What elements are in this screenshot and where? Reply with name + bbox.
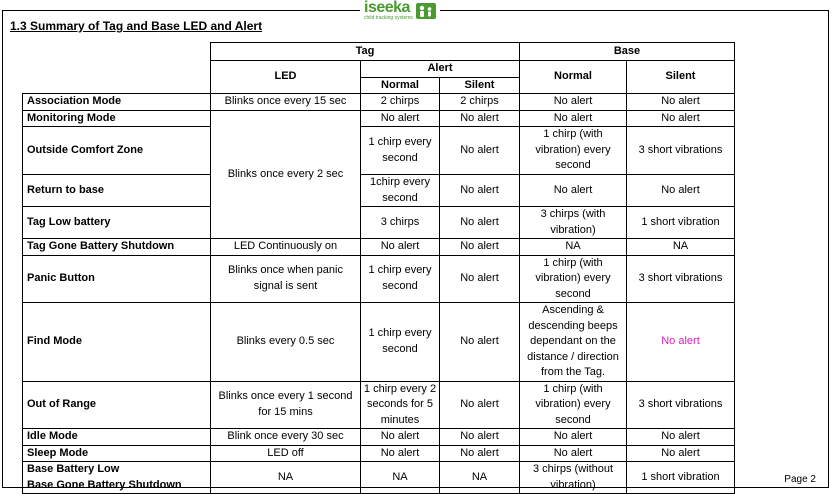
tag-normal-cell: NA xyxy=(361,462,440,494)
tag-normal-header: Normal xyxy=(361,77,440,94)
led-cell: Blinks every 0.5 sec xyxy=(211,303,361,382)
base-silent-cell: 3 short vibrations xyxy=(627,255,735,303)
led-cell: Blinks once every 15 sec xyxy=(211,94,361,111)
base-normal-cell: No alert xyxy=(520,110,627,127)
led-cell: Blinks once every 1 second for 15 mins xyxy=(211,381,361,429)
table-row xyxy=(23,303,735,382)
mode-label: Idle Mode xyxy=(23,429,211,446)
tag-silent-cell: No alert xyxy=(440,207,520,239)
table-row xyxy=(23,127,735,175)
logo-tagline: child tracking systems xyxy=(364,15,413,21)
table-row xyxy=(23,381,735,429)
table-row xyxy=(23,429,735,446)
tag-normal-cell: 1 chirp every second xyxy=(361,303,440,382)
table-row xyxy=(23,445,735,462)
tag-silent-cell: No alert xyxy=(440,239,520,256)
led-cell: LED Continuously on xyxy=(211,239,361,256)
base-group-header: Base xyxy=(520,43,735,61)
tag-silent-cell: No alert xyxy=(440,175,520,207)
logo-word: iseeka xyxy=(364,0,410,16)
led-cell: LED off xyxy=(211,445,361,462)
table-row xyxy=(23,94,735,111)
tag-normal-cell: No alert xyxy=(361,429,440,446)
tag-silent-cell: No alert xyxy=(440,110,520,127)
base-silent-cell: No alert xyxy=(627,175,735,207)
tag-silent-cell: No alert xyxy=(440,429,520,446)
mode-label-line1: Base Battery Low xyxy=(27,463,120,475)
base-normal-header: Normal xyxy=(520,61,627,94)
base-normal-cell: 3 chirps (without vibration) xyxy=(520,462,627,494)
page-number: Page 2 xyxy=(784,474,816,485)
mode-label: Return to base xyxy=(23,175,211,207)
base-normal-cell: 3 chirps (with vibration) xyxy=(520,207,627,239)
led-cell: Blink once every 30 sec xyxy=(211,429,361,446)
led-cell: Blinks once every 2 sec xyxy=(211,110,361,239)
tag-silent-cell: No alert xyxy=(440,303,520,382)
table-row xyxy=(23,255,735,303)
tag-silent-cell: No alert xyxy=(440,255,520,303)
tag-normal-cell: 3 chirps xyxy=(361,207,440,239)
mode-label-line2: Base Gone Battery Shutdown xyxy=(27,478,182,491)
base-silent-header: Silent xyxy=(627,61,735,94)
mode-label: Outside Comfort Zone xyxy=(23,127,211,175)
header-blank xyxy=(23,43,211,94)
table-row xyxy=(23,207,735,239)
led-cell: NA xyxy=(211,462,361,494)
tag-silent-cell: No alert xyxy=(440,127,520,175)
mode-label: Tag Gone Battery Shutdown xyxy=(23,239,211,256)
mode-label: Out of Range xyxy=(23,381,211,429)
tag-normal-cell: No alert xyxy=(361,445,440,462)
mode-label xyxy=(23,462,211,494)
base-silent-cell: No alert xyxy=(627,429,735,446)
mode-label: Panic Button xyxy=(23,255,211,303)
led-cell: Blinks once when panic signal is sent xyxy=(211,255,361,303)
tag-normal-cell: 1 chirp every 2 seconds for 5 minutes xyxy=(361,381,440,429)
base-normal-cell: 1 chirp (with vibration) every second xyxy=(520,255,627,303)
tag-normal-cell: 2 chirps xyxy=(361,94,440,111)
base-normal-cell: No alert xyxy=(520,94,627,111)
base-silent-cell: NA xyxy=(627,239,735,256)
led-header: LED xyxy=(211,61,361,94)
table-row xyxy=(23,175,735,207)
base-normal-cell: Ascending & descending beeps dependant on the distance / direction from the Tag. xyxy=(520,303,627,382)
family-icon xyxy=(416,3,436,19)
base-normal-cell: No alert xyxy=(520,445,627,462)
tag-silent-header: Silent xyxy=(440,77,520,94)
mode-label: Find Mode xyxy=(23,303,211,382)
tag-normal-cell: 1chirp every second xyxy=(361,175,440,207)
base-silent-cell: No alert xyxy=(627,110,735,127)
section-title: 1.3 Summary of Tag and Base LED and Alert xyxy=(10,19,263,33)
base-silent-cell: No alert xyxy=(627,445,735,462)
tag-normal-cell: 1 chirp every second xyxy=(361,127,440,175)
iseeka-logo xyxy=(360,0,440,22)
summary-table xyxy=(22,42,735,494)
tag-silent-cell: No alert xyxy=(440,445,520,462)
table-row xyxy=(23,462,735,494)
base-normal-cell: No alert xyxy=(520,175,627,207)
tag-silent-cell: 2 chirps xyxy=(440,94,520,111)
base-normal-cell: 1 chirp (with vibration) every second xyxy=(520,127,627,175)
base-silent-cell: No alert xyxy=(627,303,735,382)
tag-group-header: Tag xyxy=(211,43,520,61)
table-row xyxy=(23,110,735,127)
mode-label: Tag Low battery xyxy=(23,207,211,239)
tag-normal-cell: No alert xyxy=(361,239,440,256)
base-normal-cell: No alert xyxy=(520,429,627,446)
tag-silent-cell: NA xyxy=(440,462,520,494)
tag-normal-cell: 1 chirp every second xyxy=(361,255,440,303)
base-silent-cell: 1 short vibration xyxy=(627,207,735,239)
base-silent-cell: No alert xyxy=(627,94,735,111)
mode-label: Sleep Mode xyxy=(23,445,211,462)
base-normal-cell: 1 chirp (with vibration) every second xyxy=(520,381,627,429)
table-row xyxy=(23,239,735,256)
base-silent-cell: 1 short vibration xyxy=(627,462,735,494)
base-normal-cell: NA xyxy=(520,239,627,256)
mode-label: Association Mode xyxy=(23,94,211,111)
tag-silent-cell: No alert xyxy=(440,381,520,429)
base-silent-cell: 3 short vibrations xyxy=(627,127,735,175)
tag-normal-cell: No alert xyxy=(361,110,440,127)
base-silent-cell: 3 short vibrations xyxy=(627,381,735,429)
mode-label: Monitoring Mode xyxy=(23,110,211,127)
alert-header: Alert xyxy=(361,61,520,78)
